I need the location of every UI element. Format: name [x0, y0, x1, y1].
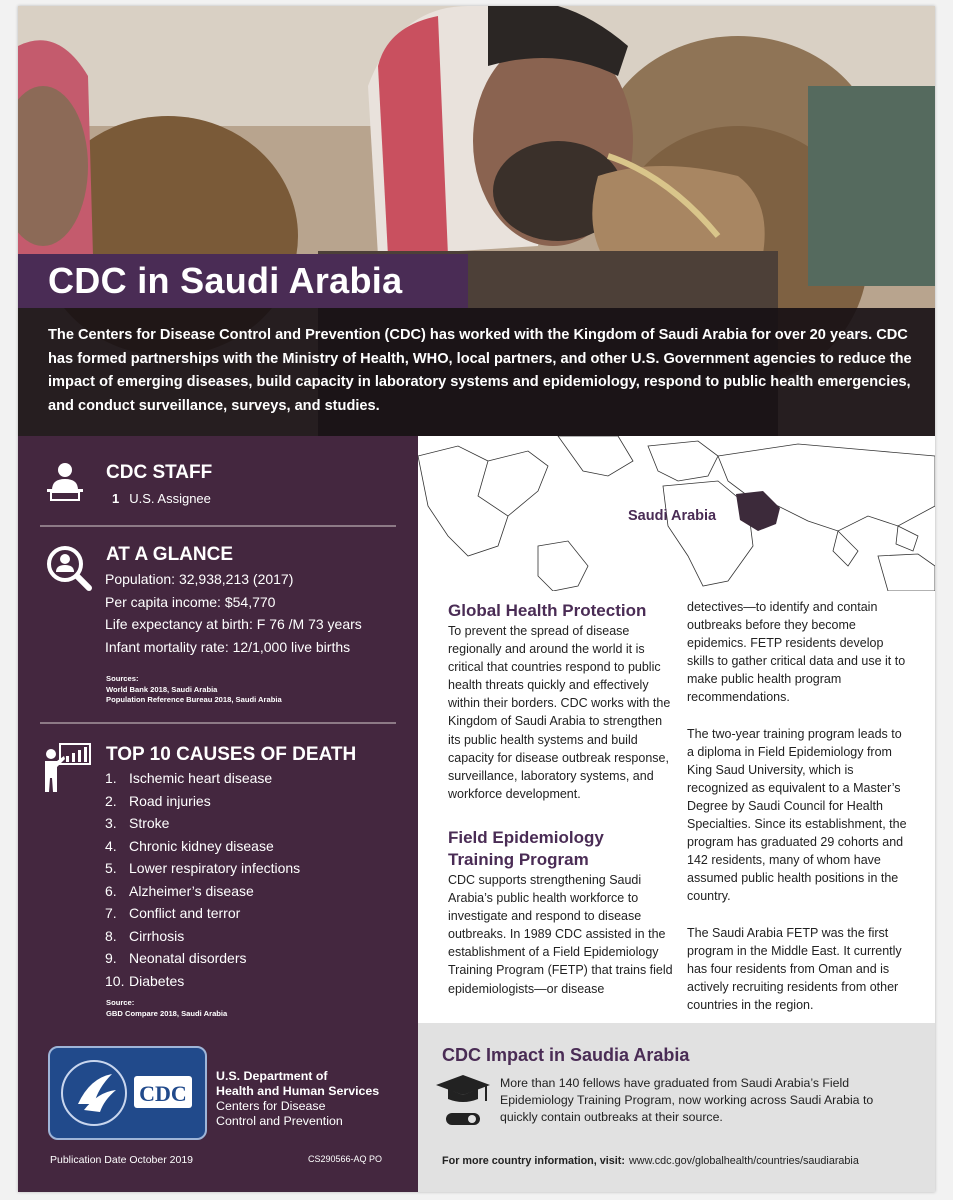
- source-item: World Bank 2018, Saudi Arabia: [106, 684, 218, 694]
- impact-paragraph: More than 140 fellows have graduated from Saudi Arabia’s Field Epidemiology Training Program, now working across Saudi Arabia to quickly contain outbreaks at their source.: [500, 1076, 874, 1124]
- cause-number: 6.: [105, 882, 117, 899]
- impact-section: [418, 1023, 935, 1192]
- glance-income: Per capita income: $54,770: [105, 593, 276, 610]
- causes-heading: TOP 10 CAUSES OF DEATH: [106, 744, 357, 765]
- publication-date: Publication Date October 2019: [50, 1154, 194, 1166]
- more-info-label: For more country information, visit:: [442, 1155, 625, 1167]
- intro-paragraph: The Centers for Disease Control and Prevention (CDC) has worked with the Kingdom of Saudi Arabia for over 20 years. CDC has formed partnerships with the Ministry of Health, WHO, local partners, and other U.S. Government agencies to reduce the impact of emerging diseases, build capacity in laboratory systems and epidemiology, respond to public health emergencies, and conduct surveillance, surveys, and studies.: [48, 327, 912, 414]
- cause-text: Conflict and terror: [129, 905, 241, 921]
- cause-text: Ischemic heart disease: [129, 770, 273, 786]
- agency-line-3: Centers for Disease: [216, 1099, 326, 1113]
- page-title: CDC in Saudi Arabia: [48, 260, 403, 301]
- causes-sources: [106, 998, 227, 1019]
- saudi-arabia-highlight: [736, 491, 780, 531]
- cause-text: Stroke: [129, 815, 170, 831]
- cause-item: [105, 857, 300, 880]
- cause-number: 8.: [105, 927, 117, 944]
- cause-text: Alzheimer’s disease: [129, 882, 254, 899]
- causes-list: [105, 767, 300, 992]
- cdc-wordmark: CDC: [139, 1081, 187, 1106]
- glance-sources: [106, 674, 282, 706]
- magnifier-person-icon: [45, 544, 93, 592]
- cause-number: 9.: [105, 950, 117, 966]
- hero-banner: [18, 6, 935, 436]
- sidebar: [18, 436, 418, 1192]
- glance-life-expectancy: Life expectancy at birth: F 76 /M 73 years: [105, 616, 362, 633]
- sources-label: Sources:: [106, 674, 139, 683]
- staff-heading: CDC STAFF: [106, 462, 213, 483]
- cause-item: [105, 970, 300, 993]
- fetp-training-paragraph: The two-year training program leads to a diploma in Field Epidemiology from King Saud University, which is recognized as equivalent to a Master’s Degree by Saudi Council for Health Specialties. Since its establishment, the program has graduated 29 cohorts and 142 residents, many of whom have assumed public health positions in the country.: [687, 726, 907, 904]
- cause-number: 7.: [105, 905, 117, 921]
- staff-count-line: [112, 491, 211, 506]
- cause-text: Road injuries: [129, 792, 211, 809]
- cause-text: Chronic kidney disease: [129, 837, 274, 854]
- cause-item: [105, 925, 300, 948]
- impact-heading: CDC Impact in Saudia Arabia: [442, 1045, 690, 1065]
- cause-number: 10.: [105, 972, 125, 989]
- cause-text: Lower respiratory infections: [129, 860, 301, 876]
- fetp-heading: Field Epidemiology Training Program: [448, 827, 604, 869]
- cause-item: [105, 812, 300, 835]
- cause-number: 1.: [105, 770, 117, 786]
- agency-line-1: U.S. Department of: [216, 1069, 328, 1083]
- cause-item: [105, 767, 300, 790]
- fact-sheet-page: [18, 6, 935, 1192]
- ghp-heading: Global Health Protection: [448, 601, 647, 620]
- fetp-paragraph: CDC supports strengthening Saudi Arabia’s public health workforce to investigate and respond to disease outbreaks. In 1989 CDC assisted in the establishment of a Field Epidemiology Training Program (FETP) that trains field epidemiologists—or disease: [448, 872, 673, 996]
- staff-count: 1: [112, 491, 120, 506]
- cause-text: Neonatal disorders: [129, 950, 247, 966]
- cause-text: Diabetes: [129, 972, 185, 989]
- divider: [40, 525, 396, 527]
- publication-code: CS290566-AQ PO: [308, 1154, 383, 1164]
- cause-text: Cirrhosis: [129, 927, 185, 944]
- staff-person-desk-icon: [44, 460, 86, 502]
- cause-item: [105, 835, 300, 858]
- article-column-left: [448, 600, 673, 998]
- cause-item: [105, 880, 300, 903]
- sources-label: Source:: [106, 998, 135, 1007]
- fetp-region-paragraph: The Saudi Arabia FETP was the first program in the Middle East. It currently has four residents from Oman and is actively recruiting residents from other countries in the region.: [687, 925, 902, 1012]
- cause-number: 3.: [105, 815, 117, 831]
- cause-item: [105, 947, 300, 970]
- cause-number: 4.: [105, 837, 117, 854]
- glance-heading: AT A GLANCE: [106, 544, 234, 565]
- divider: [40, 722, 396, 724]
- cause-item: [105, 902, 300, 925]
- hhs-cdc-logo: [48, 1046, 207, 1140]
- cause-number: 2.: [105, 792, 117, 809]
- ghp-paragraph: To prevent the spread of disease regionally and around the world it is critical that countries respond to public health threats quickly and effectively within their borders. CDC works with the Kingdom of Saudi Arabia to strengthen its public health systems and build capacity for disease outbreak response, surveillance, laboratory systems, and workforce development.: [448, 624, 671, 801]
- agency-line-2: Health and Human Services: [216, 1084, 380, 1098]
- glance-list: [105, 568, 362, 659]
- map-label-saudi-arabia: Saudi Arabia: [628, 508, 717, 524]
- fetp-paragraph-continued: detectives—to identify and contain outbreaks before they become epidemics. FETP residents develop skills to gather critical data and use it to make public health program recommendations.: [687, 600, 906, 705]
- graduation-cap-diploma-icon: [434, 1073, 492, 1133]
- glance-infant-mortality: Infant mortality rate: 12/1,000 live births: [105, 639, 351, 656]
- cause-number: 5.: [105, 860, 117, 876]
- agency-line-4: Control and Prevention: [216, 1114, 343, 1128]
- cause-item: [105, 790, 300, 813]
- staff-label: U.S. Assignee: [129, 491, 211, 506]
- glance-population: Population: 32,938,213 (2017): [105, 571, 294, 587]
- more-info-line: [442, 1155, 859, 1167]
- world-map: [418, 436, 935, 591]
- more-info-url[interactable]: www.cdc.gov/globalhealth/countries/saudiarabia: [628, 1155, 859, 1167]
- agency-name-block: [216, 1069, 379, 1129]
- hhs-cdc-logo-graphic: [50, 1048, 205, 1138]
- source-item: Population Reference Bureau 2018, Saudi Arabia: [106, 695, 282, 705]
- presenter-chart-icon: [42, 742, 92, 794]
- source-item: GBD Compare 2018, Saudi Arabia: [106, 1008, 228, 1018]
- article-column-right: [687, 598, 912, 1014]
